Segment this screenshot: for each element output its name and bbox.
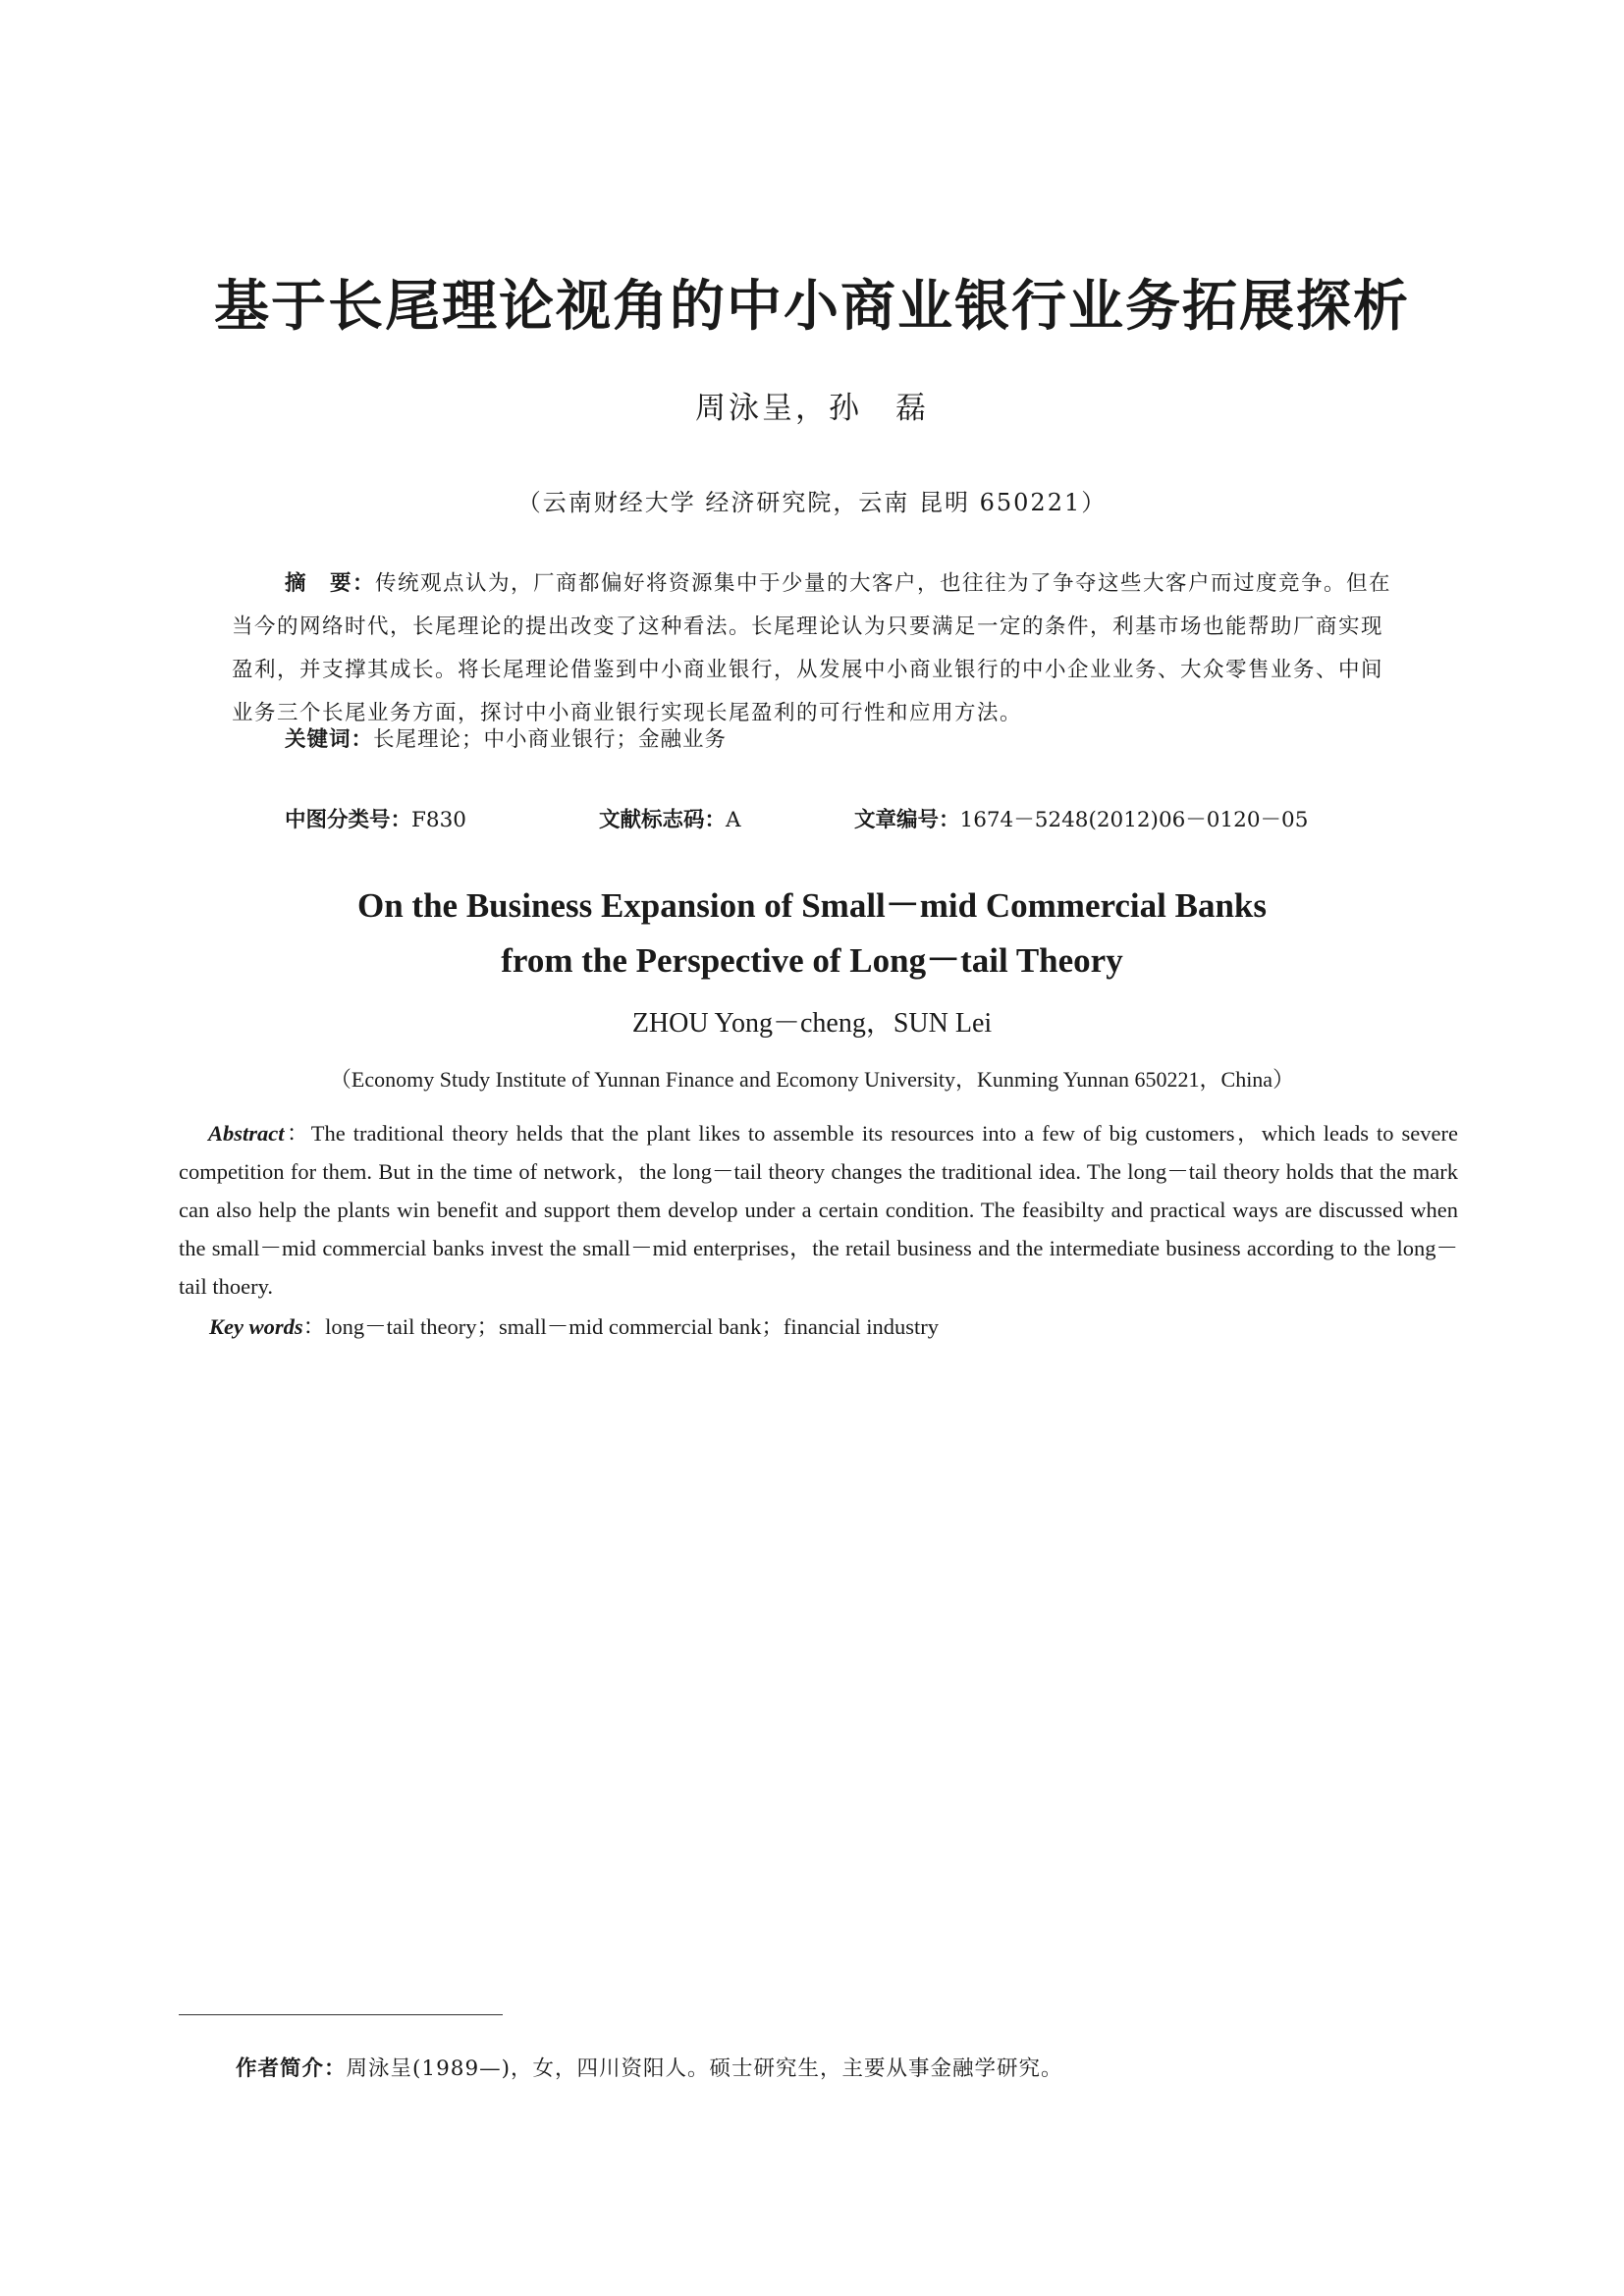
doc-value: A <box>726 808 741 832</box>
article-label: 文章编号： <box>854 808 960 832</box>
clc-number <box>285 803 466 833</box>
clc-label: 中图分类号： <box>285 808 412 832</box>
keywords-zh-label: 关键词： <box>285 727 374 752</box>
abstract-en-sep: ： <box>284 1121 311 1146</box>
classification-row <box>285 803 1384 832</box>
abstract-en <box>179 1114 1458 1306</box>
article-value: 1674－5248(2012)06－0120－05 <box>959 808 1309 832</box>
clc-value: F830 <box>411 808 466 832</box>
keywords-en-sep: ： <box>302 1314 326 1339</box>
document-code <box>599 803 741 833</box>
affiliation-en: （Economy Study Institute of Yunnan Finance and Ecomony University，Kunming Yunnan 650221，China） <box>329 1067 1295 1092</box>
paper-title-zh: 基于长尾理论视角的中小商业银行业务拓展探析 <box>214 274 1410 339</box>
authors-en: ZHOU Yong－cheng，SUN Lei <box>631 1008 993 1039</box>
abstract-en-label: Abstract <box>208 1121 285 1146</box>
article-number <box>854 803 1308 833</box>
footnote-label: 作者简介： <box>236 2056 347 2081</box>
keywords-zh-text: 长尾理论；中小商业银行；金融业务 <box>373 727 728 752</box>
abstract-en-text: The traditional theory helds that the plant likes to assemble its resources into a few of big customers，which leads to severe competition for them. But in the time of network，the long－tail theory changes the traditional idea. The long－tail theory holds that the mark can also help the plants win benefit and support them develop under a certain condition. The feasibilty and practical ways are discussed when the small－mid commercial banks invest the small－mid enterprises，the retail business and the intermediate business according to the long－tail thoery. <box>179 1121 1458 1299</box>
authors-zh: 周泳呈，孙 磊 <box>695 391 929 426</box>
keywords-en <box>209 1309 939 1341</box>
footnote-divider <box>179 2014 503 2015</box>
abstract-zh-text: 传统观点认为，厂商都偏好将资源集中于少量的大客户，也往往为了争夺这些大客户而过度竞争。但在当今的网络时代，长尾理论的提出改变了这种看法。长尾理论认为只要满足一定的条件，利基市场也能帮助厂商实现盈利，并支撑其成长。将长尾理论借鉴到中小商业银行，从发展中小商业银行的中小企业业务、大众零售业务、中间业务三个长尾业务方面，探讨中小商业银行实现长尾盈利的可行性和应用方法。 <box>232 571 1392 725</box>
abstract-zh-label: 摘 要： <box>285 571 376 596</box>
keywords-en-label: Key words <box>209 1314 303 1339</box>
paper-title-en <box>0 879 1624 988</box>
affiliation-zh: （云南财经大学 经济研究院，云南 昆明 650221） <box>516 489 1108 516</box>
doc-label: 文献标志码： <box>599 808 727 832</box>
author-footnote <box>236 2052 1063 2082</box>
footnote-text: 周泳呈(1989—)，女，四川资阳人。硕士研究生，主要从事金融学研究。 <box>346 2056 1063 2081</box>
keywords-zh <box>285 722 727 753</box>
paper-title-en-line1: On the Business Expansion of Small－mid Commercial Banks <box>356 886 1268 925</box>
keywords-en-text: long－tail theory；small－mid commercial bank；financial industry <box>325 1314 939 1339</box>
paper-title-en-line2: from the Perspective of Long－tail Theory <box>501 941 1123 980</box>
abstract-zh <box>232 562 1402 735</box>
